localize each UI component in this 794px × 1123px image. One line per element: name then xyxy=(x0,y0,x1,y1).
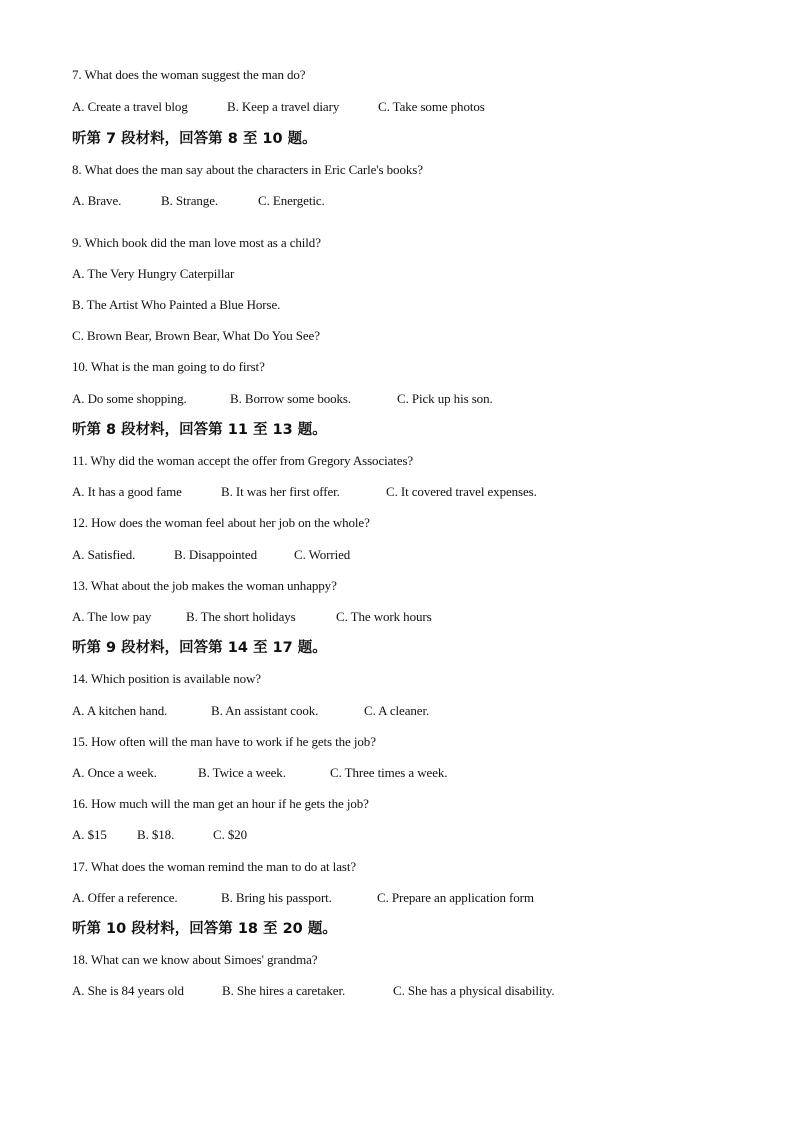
question-13: 13. What about the job makes the woman unhappy? xyxy=(72,578,337,593)
option-c: C. Prepare an application form xyxy=(377,890,534,905)
option-b: B. Strange. xyxy=(161,193,219,208)
option-c: C. Pick up his son. xyxy=(397,391,493,406)
option-b: B. It was her first offer. xyxy=(221,484,340,499)
option-a: A. A kitchen hand. xyxy=(72,703,168,718)
option-b: B. The Artist Who Painted a Blue Horse. xyxy=(72,297,281,312)
option-c: C. Brown Bear, Brown Bear, What Do You See? xyxy=(72,328,320,343)
question-17: 17. What does the woman remind the man to do at last? xyxy=(72,859,357,874)
option-b: B. An assistant cook. xyxy=(211,703,319,718)
section-heading-7: 听第 7 段材料，回答第 8 至 10 题。 xyxy=(72,131,317,147)
option-c: C. Three times a week. xyxy=(330,765,448,780)
option-c: C. The work hours xyxy=(336,609,432,624)
question-9: 9. Which book did the man love most as a child? xyxy=(72,235,321,250)
section-heading-10: 听第 10 段材料，回答第 18 至 20 题。 xyxy=(72,921,337,937)
question-7: 7. What does the woman suggest the man do? xyxy=(72,67,306,82)
option-b: B. Disappointed xyxy=(174,547,257,562)
option-b: B. Keep a travel diary xyxy=(227,99,340,114)
option-c: C. It covered travel expenses. xyxy=(386,484,537,499)
question-11: 11. Why did the woman accept the offer from Gregory Associates? xyxy=(72,453,414,468)
option-a: A. The low pay xyxy=(72,609,152,624)
option-b: B. Twice a week. xyxy=(198,765,286,780)
section-heading-8: 听第 8 段材料，回答第 11 至 13 题。 xyxy=(72,422,327,438)
question-12: 12. How does the woman feel about her job on the whole? xyxy=(72,515,370,530)
question-18: 18. What can we know about Simoes' grandma? xyxy=(72,952,318,967)
option-c: C. She has a physical disability. xyxy=(393,983,555,998)
option-b: B. Borrow some books. xyxy=(230,391,352,406)
option-a: A. Brave. xyxy=(72,193,122,208)
option-b: B. The short holidays xyxy=(186,609,296,624)
option-a: A. Satisfied. xyxy=(72,547,136,562)
question-8: 8. What does the man say about the characters in Eric Carle's books? xyxy=(72,162,423,177)
option-b: B. Bring his passport. xyxy=(221,890,332,905)
option-c: C. Energetic. xyxy=(258,193,325,208)
option-a: A. She is 84 years old xyxy=(72,983,184,998)
option-a: A. Once a week. xyxy=(72,765,157,780)
question-16: 16. How much will the man get an hour if he gets the job? xyxy=(72,796,369,811)
option-a: A. Offer a reference. xyxy=(72,890,178,905)
option-c: C. Take some photos xyxy=(378,99,485,114)
question-15: 15. How often will the man have to work if he gets the job? xyxy=(72,734,376,749)
option-a: A. It has a good fame xyxy=(72,484,182,499)
option-a: A. Do some shopping. xyxy=(72,391,187,406)
question-10: 10. What is the man going to do first? xyxy=(72,359,265,374)
option-c: C. $20 xyxy=(213,827,248,842)
question-14: 14. Which position is available now? xyxy=(72,671,261,686)
option-c: C. A cleaner. xyxy=(364,703,430,718)
option-b: B. She hires a caretaker. xyxy=(222,983,346,998)
option-a: A. Create a travel blog xyxy=(72,99,188,114)
option-a: A. $15 xyxy=(72,827,107,842)
option-b: B. $18. xyxy=(137,827,175,842)
section-heading-9: 听第 9 段材料，回答第 14 至 17 题。 xyxy=(72,640,327,656)
option-c: C. Worried xyxy=(294,547,351,562)
option-a: A. The Very Hungry Caterpillar xyxy=(72,266,235,281)
